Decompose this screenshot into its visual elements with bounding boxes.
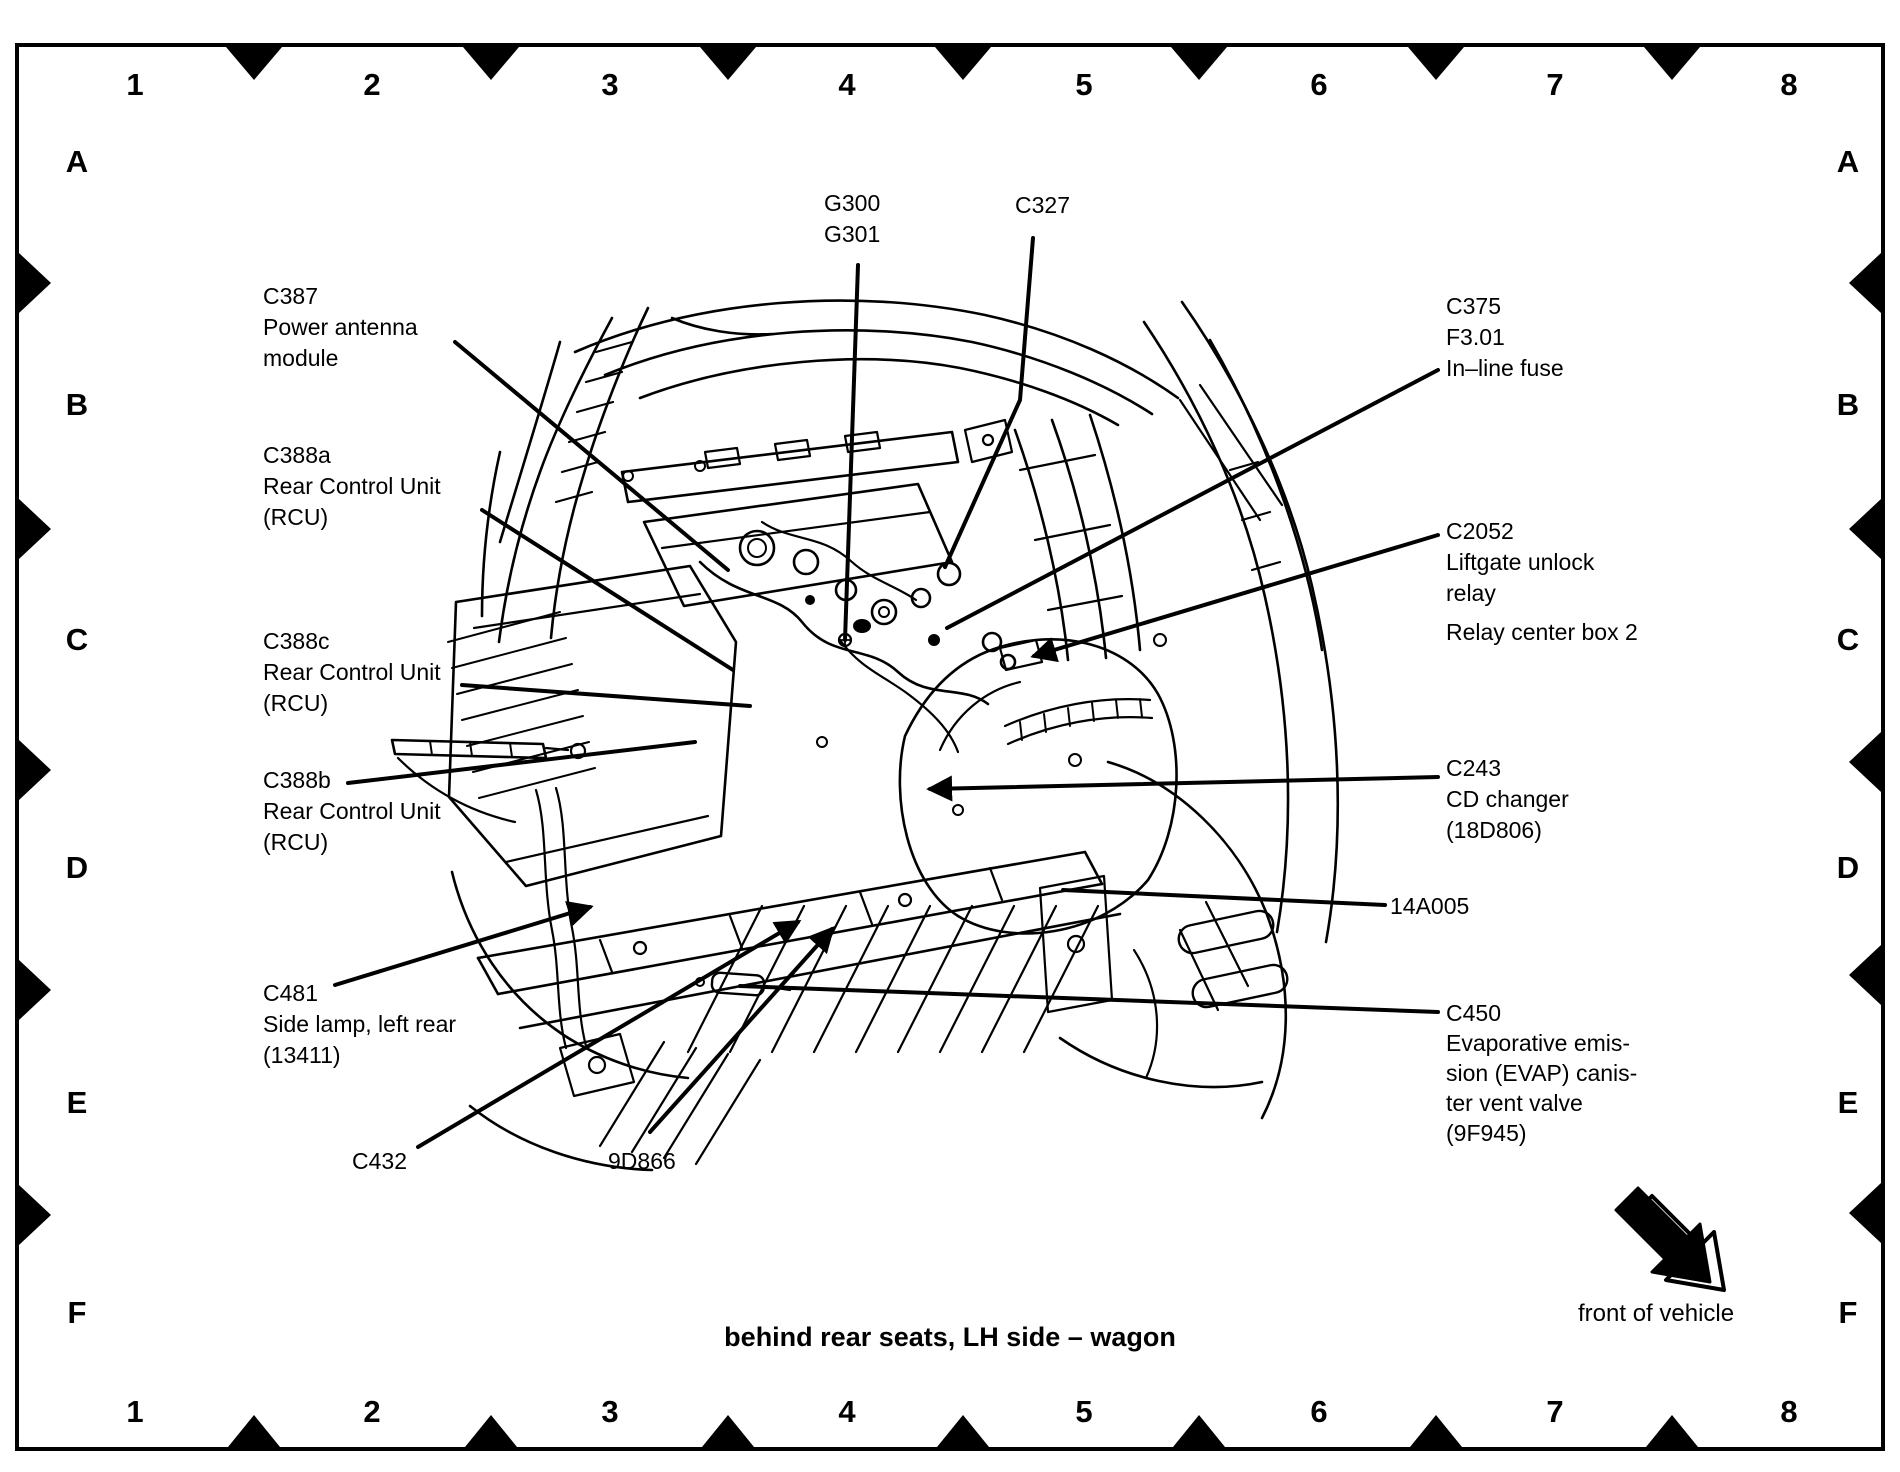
callout-c327 [1015,190,1070,221]
grid-col-top-3: 3 [601,67,619,102]
callout-line: C388b [263,767,331,793]
callout-line: G301 [824,221,881,247]
grid-col-bottom-1: 1 [126,1394,144,1429]
grid-row-left-d: D [65,850,89,885]
callout-line: Rear Control Unit [263,798,441,824]
callout-line: Liftgate unlock [1446,549,1595,575]
grid-col-top-1: 1 [126,67,144,102]
callout-line: relay [1446,580,1496,606]
grid-col-bottom-8: 8 [1780,1394,1798,1429]
callout-line: sion (EVAP) canis- [1446,1060,1638,1086]
callout-line: C388a [263,442,331,468]
grid-row-left-f: F [67,1295,87,1330]
leader-line-g300 [845,265,858,640]
callout-line: Side lamp, left rear [263,1011,457,1037]
leader-line-14a005 [1063,890,1385,905]
grid-tick-triangles-left [19,253,51,1245]
grid-col-top-7: 7 [1546,67,1564,102]
callout-line: (RCU) [263,504,329,530]
callout-line: (9F945) [1446,1120,1527,1146]
callout-line: (18D806) [1446,817,1542,843]
front-of-vehicle-label: front of vehicle [1578,1300,1735,1327]
callout-line: In–line fuse [1446,355,1564,381]
callout-line: 14A005 [1390,893,1470,919]
callout-c243 [1446,753,1569,846]
grid-col-bottom-5: 5 [1075,1394,1093,1429]
leader-line-c2052 [1034,535,1438,656]
grid-col-bottom-7: 7 [1546,1394,1564,1429]
callout-line: C387 [263,283,318,309]
callout-line: Rear Control Unit [263,473,441,499]
callout-c375 [1446,291,1564,384]
callout-c388b [263,765,441,858]
grid-row-left-a: A [65,144,89,179]
grid-tick-triangles-bottom [228,1415,1698,1447]
grid-col-top-2: 2 [363,67,381,102]
grid-col-bottom-4: 4 [838,1394,856,1429]
callout-14a005 [1390,891,1469,922]
callout-line: C481 [263,980,318,1006]
grid-tick-triangles-top [226,47,1700,80]
grid-row-right-a: A [1836,144,1860,179]
callout-c450 [1446,998,1637,1148]
leader-lines [335,238,1438,1147]
callout-c388c [263,626,441,719]
callout-line: Relay center box 2 [1446,619,1638,645]
callout-line: C375 [1446,293,1501,319]
callout-line: C388c [263,628,330,654]
callout-g300-g301 [824,188,880,250]
callout-line: F3.01 [1446,324,1505,350]
grid-row-right-c: C [1836,622,1860,657]
grid-col-bottom-3: 3 [601,1394,619,1429]
callout-relay-center-box [1446,617,1638,648]
grid-col-bottom-2: 2 [363,1394,381,1429]
callout-line: Power antenna [263,314,418,340]
callout-line: ter vent valve [1446,1090,1583,1116]
leader-line-c387 [455,342,728,570]
grid-col-top-4: 4 [838,67,856,102]
callout-c387 [263,281,418,374]
grid-row-right-f: F [1838,1295,1858,1330]
leader-line-c450 [740,986,1438,1012]
callout-line: CD changer [1446,786,1569,812]
callout-line: Rear Control Unit [263,659,441,685]
callout-c388a [263,440,441,533]
callout-line: module [263,345,339,371]
leader-line-c432 [418,922,798,1147]
grid-row-right-d: D [1836,850,1860,885]
callout-line: C2052 [1446,518,1514,544]
grid-col-top-5: 5 [1075,67,1093,102]
grid-col-top-6: 6 [1310,67,1328,102]
callout-line: (RCU) [263,829,329,855]
grid-row-left-e: E [66,1085,88,1120]
leader-line-9d866 [650,929,832,1132]
vehicle-body-line-art [392,301,1338,1170]
page-frame-border [17,45,1883,1449]
grid-col-bottom-6: 6 [1310,1394,1328,1429]
grid-row-left-c: C [65,622,89,657]
callout-c481 [263,978,456,1071]
leader-line-c388a [482,510,733,670]
callout-line: C243 [1446,755,1501,781]
grid-row-right-b: B [1836,387,1860,422]
callout-line: C450 [1446,1000,1501,1026]
grid-col-top-8: 8 [1780,67,1798,102]
callout-line: G300 [824,190,881,216]
callout-line: (RCU) [263,690,329,716]
grid-row-left-b: B [65,387,89,422]
vehicle-body-line-art-fills [805,595,940,646]
callout-c2052 [1446,516,1594,609]
leader-line-c243 [930,777,1438,789]
callout-line: Evaporative emis- [1446,1030,1631,1056]
callout-9d866 [608,1146,676,1177]
callout-line: (13411) [263,1042,341,1068]
leader-line-c375 [947,370,1438,628]
callout-line: C327 [1015,192,1070,218]
leader-line-c327 [945,238,1033,567]
diagram-caption: behind rear seats, LH side – wagon [724,1322,1176,1352]
front-of-vehicle-arrow-icon [1616,1188,1724,1290]
leader-line-c388c [462,685,750,706]
grid-row-right-e: E [1837,1085,1859,1120]
callout-c432 [352,1146,407,1177]
callout-line: C432 [352,1148,407,1174]
callout-line: 9D866 [608,1148,676,1174]
